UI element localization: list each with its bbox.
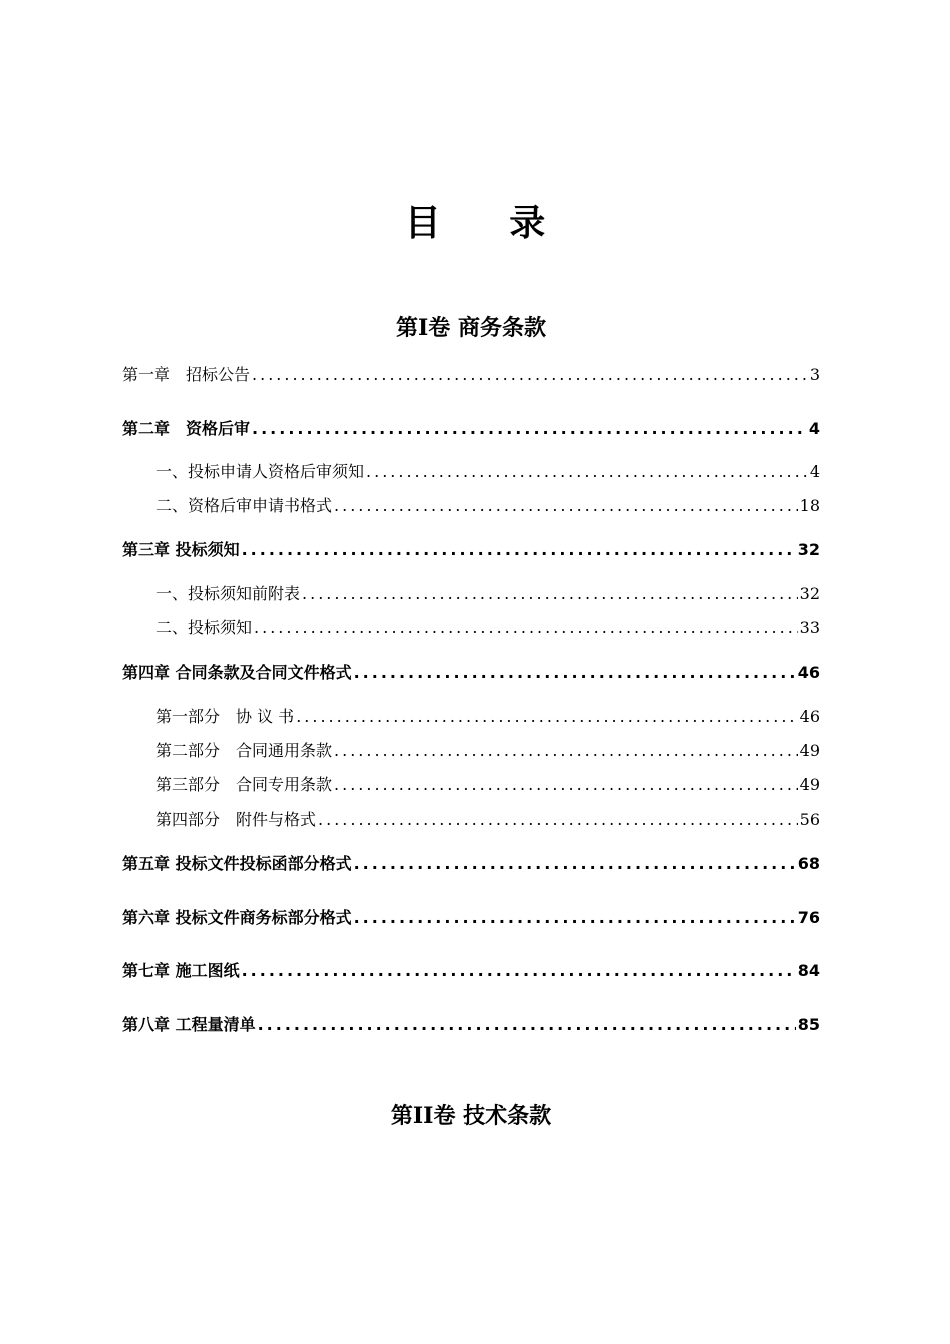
- toc-leader-dots: [242, 539, 796, 561]
- toc-entry-page: 3: [809, 365, 820, 384]
- toc-entry-page: 85: [797, 1015, 820, 1034]
- toc-leader-dots: [334, 740, 798, 762]
- toc-entry-label: 第二部分 合同通用条款: [156, 741, 333, 760]
- toc-leader-dots: [252, 364, 808, 386]
- toc-entry-page: 4: [808, 419, 820, 438]
- toc-leader-dots: [354, 853, 796, 875]
- toc-entry-label: 二、投标须知: [156, 618, 253, 637]
- toc-leader-dots: [302, 583, 798, 605]
- toc-entry-page: 18: [799, 496, 820, 515]
- toc-entry-page: 68: [797, 854, 820, 873]
- toc-entry[interactable]: [156, 495, 820, 517]
- toc-entry[interactable]: [156, 583, 820, 605]
- toc-entry-page: 46: [797, 663, 820, 682]
- toc-entry[interactable]: [122, 364, 820, 386]
- toc-entry-label: 第一章 招标公告: [122, 365, 251, 384]
- toc-leader-dots: [258, 1014, 796, 1036]
- toc-leader-dots: [318, 809, 798, 831]
- toc-leader-dots: [354, 662, 796, 684]
- toc-entry[interactable]: [156, 461, 820, 483]
- toc-entry-page: 4: [809, 462, 820, 481]
- toc-entry[interactable]: [122, 539, 820, 561]
- toc-leader-dots: [242, 960, 796, 982]
- toc-entry[interactable]: [122, 853, 820, 875]
- toc-entry-page: 49: [799, 775, 820, 794]
- toc-entry-label: 第二章 资格后审: [122, 419, 251, 438]
- toc-entry[interactable]: [122, 1014, 820, 1036]
- toc-leader-dots: [254, 617, 798, 639]
- toc-entry[interactable]: [122, 960, 820, 982]
- toc-entry-label: 一、投标须知前附表: [156, 584, 301, 603]
- toc-leader-dots: [366, 461, 808, 483]
- toc-entry-label: 第七章 施工图纸: [122, 961, 240, 980]
- toc-entry-page: 84: [797, 961, 820, 980]
- toc-entry-label: 第三章 投标须知: [122, 540, 240, 559]
- page-title: 目 录: [404, 203, 574, 244]
- toc-entry-label: 第五章 投标文件投标函部分格式: [122, 854, 352, 873]
- toc-entry-label: 第四章 合同条款及合同文件格式: [122, 663, 352, 682]
- toc-entry-page: 46: [799, 707, 820, 726]
- toc-entry-label: 一、投标申请人资格后审须知: [156, 462, 365, 481]
- toc-entry[interactable]: [156, 740, 820, 762]
- toc-leader-dots: [334, 495, 798, 517]
- toc-entry-label: 第一部分 协 议 书: [156, 707, 295, 726]
- toc-entry[interactable]: [156, 617, 820, 639]
- toc-leader-dots: [296, 706, 797, 728]
- toc-entry[interactable]: [122, 662, 820, 684]
- toc-entry-label: 二、资格后审申请书格式: [156, 496, 333, 515]
- toc-entry[interactable]: [156, 809, 820, 831]
- toc-leader-dots: [252, 418, 807, 440]
- volume-heading-1: 第I卷 商务条款: [396, 315, 546, 341]
- toc-entry-label: 第三部分 合同专用条款: [156, 775, 333, 794]
- toc-entry-page: 49: [799, 741, 820, 760]
- toc-entry-page: 76: [797, 908, 820, 927]
- toc-entry[interactable]: [156, 706, 820, 728]
- toc-entry-page: 56: [799, 810, 820, 829]
- toc-entry[interactable]: [122, 418, 820, 440]
- toc-entry-label: 第八章 工程量清单: [122, 1015, 256, 1034]
- toc-entry-page: 32: [797, 540, 820, 559]
- volume-heading-2: 第II卷 技术条款: [390, 1103, 552, 1129]
- toc-entry-page: 32: [799, 584, 820, 603]
- toc-entry-label: 第四部分 附件与格式: [156, 810, 317, 829]
- toc-entry-page: 33: [799, 618, 820, 637]
- toc-leader-dots: [334, 774, 798, 796]
- toc-entry-label: 第六章 投标文件商务标部分格式: [122, 908, 352, 927]
- toc-entry[interactable]: [122, 907, 820, 929]
- toc-leader-dots: [354, 907, 796, 929]
- toc-entry[interactable]: [156, 774, 820, 796]
